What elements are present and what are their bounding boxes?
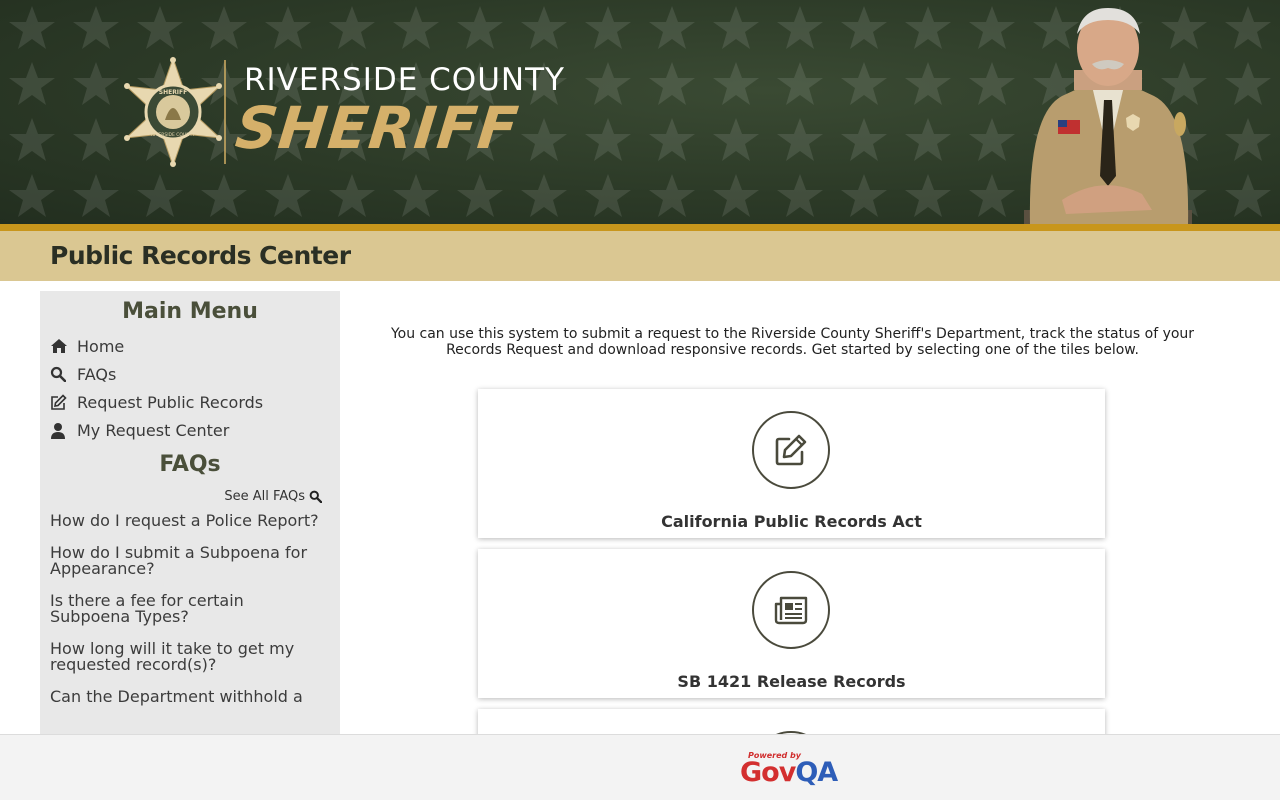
logo-divider: [224, 60, 226, 164]
main-menu-title: Main Menu: [122, 299, 258, 324]
menu-item-label: My Request Center: [77, 420, 230, 440]
header-banner: [0, 0, 1280, 226]
home-icon: [50, 337, 70, 355]
faq-item[interactable]: How do I submit a Subpoena for Appearance?: [50, 543, 308, 578]
menu-item-label: Request Public Records: [77, 392, 264, 412]
see-all-faqs-link[interactable]: [40, 487, 340, 505]
govqa-brand: [740, 757, 838, 788]
search-icon: [309, 490, 322, 503]
edit-icon: [50, 393, 70, 411]
user-icon: [50, 421, 70, 439]
faqs-title: FAQs: [159, 452, 221, 477]
powered-by-text: Powered by: [748, 751, 801, 760]
govqa-logo[interactable]: [740, 751, 837, 786]
faq-list: [40, 513, 340, 705]
menu-item-home[interactable]: [50, 332, 340, 360]
faq-item[interactable]: How long will it take to get my requested record(s)?: [50, 639, 295, 674]
menu-item-label: FAQs: [77, 364, 117, 384]
menu-item-faqs[interactable]: [50, 360, 340, 388]
search-icon: [50, 365, 70, 383]
menu-item-request-public-records[interactable]: [50, 388, 340, 416]
badge-text-top: SHERIFF: [158, 89, 188, 96]
brand-qa: QA: [795, 757, 838, 788]
tile-label: California Public Records Act: [661, 512, 922, 531]
tile-icon-circle: [752, 571, 830, 649]
logo-county-text: RIVERSIDE COUNTY: [244, 62, 565, 98]
faq-item[interactable]: Can the Department withhold a: [50, 687, 303, 706]
tile-label: SB 1421 Release Records: [677, 672, 906, 691]
brand-gov: Gov: [740, 757, 796, 788]
menu-item-label: Home: [77, 336, 125, 356]
footer: [0, 734, 1280, 800]
sheriff-portrait: [1022, 4, 1194, 224]
intro-text: You can use this system to submit a request to the Riverside County Sheriff's Department, track the status of your Records Request and download responsive records. Get started by selecting one of the tiles below.: [390, 326, 1195, 358]
badge-text-bottom: RIVERSIDE COUNTY: [150, 133, 196, 138]
newspaper-icon: [774, 595, 808, 625]
tile-sb-1421-release-records[interactable]: [478, 549, 1105, 698]
see-all-faqs-label: See All FAQs: [224, 488, 305, 504]
logo-sheriff-text: SHERIFF: [232, 94, 522, 162]
main-menu: [40, 332, 340, 444]
sidebar: [40, 291, 340, 751]
tile-icon-circle: [752, 411, 830, 489]
title-bar: [0, 231, 1280, 281]
gold-stripe: [0, 224, 1280, 231]
tile-california-public-records-act[interactable]: [478, 389, 1105, 538]
faq-item[interactable]: How do I request a Police Report?: [50, 511, 319, 530]
menu-item-my-request-center[interactable]: [50, 416, 340, 444]
edit-icon: [774, 433, 808, 467]
faq-item[interactable]: Is there a fee for certain Subpoena Types?: [50, 591, 244, 626]
page-title: Public Records Center: [50, 241, 351, 270]
sheriff-badge-logo: [124, 56, 222, 168]
